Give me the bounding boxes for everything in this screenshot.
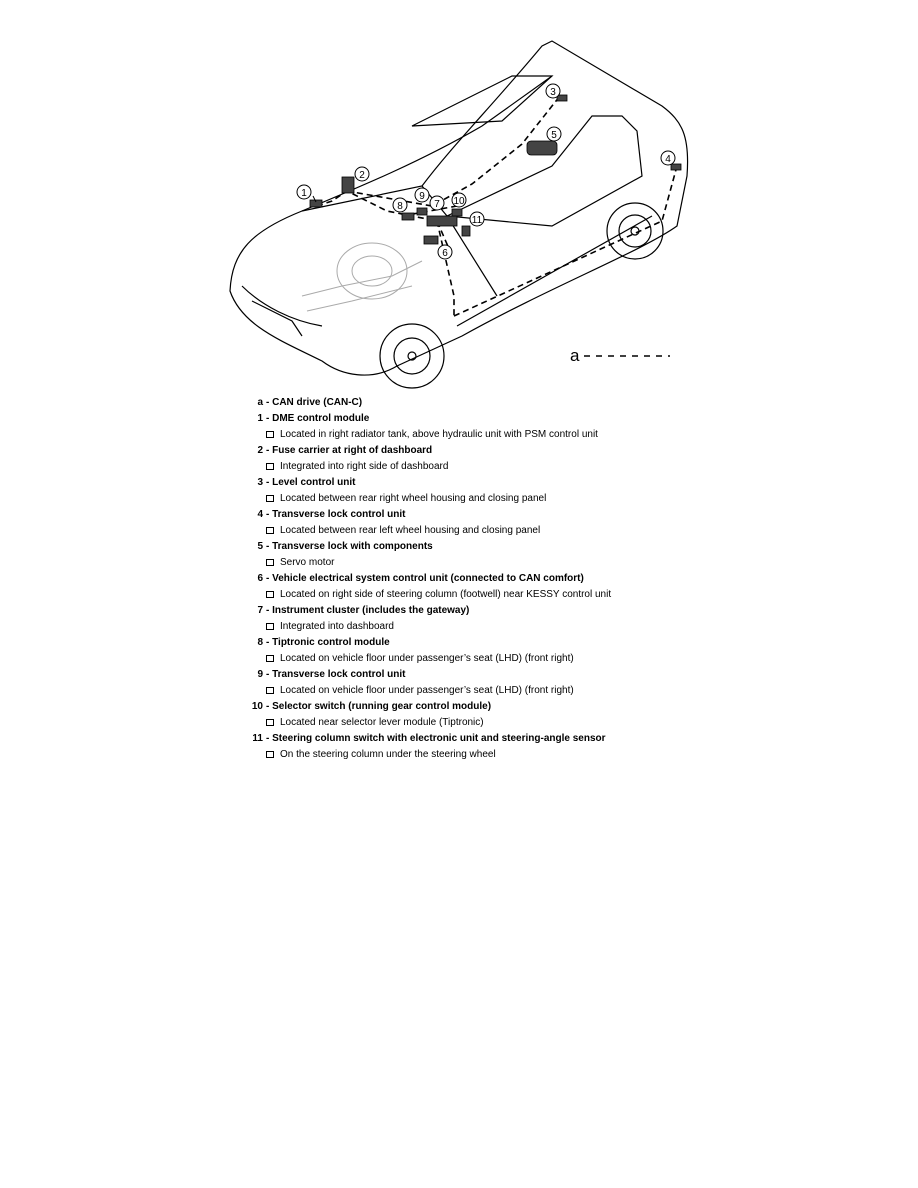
legend-key: a bbox=[257, 397, 263, 408]
legend-title: Instrument cluster (includes the gateway) bbox=[272, 605, 470, 616]
checkbox-bullet-icon bbox=[266, 655, 274, 662]
legend-entry bbox=[230, 699, 750, 731]
svg-text:10: 10 bbox=[453, 196, 465, 207]
legend-key: 5 bbox=[257, 541, 263, 552]
legend-sub-item bbox=[230, 619, 750, 635]
legend-separator: - bbox=[266, 669, 273, 680]
checkbox-bullet-icon bbox=[266, 527, 274, 534]
legend-entry bbox=[230, 571, 750, 603]
legend-entry bbox=[230, 443, 750, 475]
legend-separator: - bbox=[266, 733, 273, 744]
legend-sub-text: Located between rear left wheel housing and closing panel bbox=[280, 525, 541, 536]
legend-key: 7 bbox=[257, 605, 263, 616]
legend-sub-text: Located near selector lever module (Tiptronic) bbox=[280, 717, 484, 728]
legend-separator: - bbox=[266, 637, 273, 648]
legend-title: Transverse lock control unit bbox=[272, 509, 406, 520]
legend-key: 11 bbox=[252, 733, 263, 744]
legend-sub-text: On the steering column under the steering wheel bbox=[280, 749, 496, 760]
module-6 bbox=[424, 236, 438, 244]
legend-title: Level control unit bbox=[272, 477, 356, 488]
checkbox-bullet-icon bbox=[266, 559, 274, 566]
module-8 bbox=[402, 213, 414, 220]
legend-separator: - bbox=[266, 509, 273, 520]
svg-text:5: 5 bbox=[551, 130, 557, 141]
legend-title: Transverse lock control unit bbox=[272, 669, 406, 680]
wheels bbox=[380, 203, 663, 388]
legend-sub-text: Located on vehicle floor under passenger’s seat (LHD) (front right) bbox=[280, 685, 574, 696]
checkbox-bullet-icon bbox=[266, 431, 274, 438]
module-2 bbox=[342, 177, 354, 193]
legend-sub-item bbox=[230, 459, 750, 475]
legend-entry-title bbox=[230, 731, 750, 747]
legend-sub-item bbox=[230, 555, 750, 571]
legend-sub-text: Located between rear right wheel housing and closing panel bbox=[280, 493, 547, 504]
legend-entry-title bbox=[230, 539, 750, 555]
legend-entry-title bbox=[230, 699, 750, 715]
legend-entry-title bbox=[230, 395, 750, 411]
svg-text:2: 2 bbox=[359, 170, 365, 181]
legend-sub-text: Servo motor bbox=[280, 557, 335, 568]
checkbox-bullet-icon bbox=[266, 495, 274, 502]
module-5 bbox=[527, 141, 557, 155]
svg-text:1: 1 bbox=[301, 188, 307, 199]
legend-title: Vehicle electrical system control unit (connected to CAN comfort) bbox=[272, 573, 584, 584]
line-legend-label: a bbox=[570, 346, 580, 365]
legend-separator: - bbox=[266, 477, 273, 488]
legend-title: Transverse lock with components bbox=[272, 541, 433, 552]
module-4 bbox=[671, 164, 681, 170]
legend-entry-title bbox=[230, 667, 750, 683]
legend-sub-text: Integrated into dashboard bbox=[280, 621, 394, 632]
svg-text:6: 6 bbox=[442, 248, 448, 259]
legend-title: Selector switch (running gear control module) bbox=[272, 701, 492, 712]
legend-sub-text: Integrated into right side of dashboard bbox=[280, 461, 449, 472]
module-11 bbox=[462, 226, 470, 236]
legend-separator: - bbox=[266, 413, 273, 424]
legend-entry bbox=[230, 539, 750, 571]
legend-entry bbox=[230, 667, 750, 699]
legend-separator: - bbox=[266, 573, 273, 584]
legend-key: 1 bbox=[257, 413, 263, 424]
legend-entry bbox=[230, 603, 750, 635]
checkbox-bullet-icon bbox=[266, 591, 274, 598]
legend-sub-text: Located in right radiator tank, above hydraulic unit with PSM control unit bbox=[280, 429, 598, 440]
legend-sub-item bbox=[230, 427, 750, 443]
module-9 bbox=[417, 208, 427, 215]
legend-entry bbox=[230, 635, 750, 667]
legend-title: Tiptronic control module bbox=[272, 637, 390, 648]
checkbox-bullet-icon bbox=[266, 623, 274, 630]
legend-title: Fuse carrier at right of dashboard bbox=[272, 445, 433, 456]
vehicle-illustration bbox=[222, 36, 692, 394]
legend-key: 3 bbox=[257, 477, 263, 488]
checkbox-bullet-icon bbox=[266, 463, 274, 470]
legend-separator: - bbox=[266, 541, 273, 552]
svg-text:8: 8 bbox=[397, 201, 403, 212]
legend-sub-item bbox=[230, 715, 750, 731]
checkbox-bullet-icon bbox=[266, 719, 274, 726]
checkbox-bullet-icon bbox=[266, 687, 274, 694]
vehicle-diagram bbox=[222, 36, 692, 394]
legend-entry-title bbox=[230, 507, 750, 523]
legend-entry-title bbox=[230, 411, 750, 427]
legend-entry bbox=[230, 475, 750, 507]
legend-separator: - bbox=[266, 701, 273, 712]
checkbox-bullet-icon bbox=[266, 751, 274, 758]
legend-title: DME control module bbox=[272, 413, 370, 424]
legend-entry bbox=[230, 411, 750, 443]
legend-key: 2 bbox=[257, 445, 263, 456]
svg-text:7: 7 bbox=[434, 199, 440, 210]
legend-sub-item bbox=[230, 747, 750, 763]
engine-outline bbox=[302, 243, 422, 311]
legend-entry-title bbox=[230, 475, 750, 491]
legend-entry bbox=[230, 507, 750, 539]
legend-key: 8 bbox=[257, 637, 263, 648]
module-7 bbox=[427, 216, 457, 226]
svg-text:11: 11 bbox=[471, 215, 483, 226]
legend-key: 6 bbox=[257, 573, 263, 584]
legend-sub-item bbox=[230, 491, 750, 507]
legend-sub-text: Located on vehicle floor under passenger’s seat (LHD) (front right) bbox=[280, 653, 574, 664]
legend-entry-title bbox=[230, 571, 750, 587]
legend-key: 4 bbox=[257, 509, 263, 520]
legend-separator: - bbox=[266, 445, 273, 456]
legend-list bbox=[230, 395, 750, 763]
legend-sub-text: Located on right side of steering column (footwell) near KESSY control unit bbox=[280, 589, 612, 600]
legend-sub-item bbox=[230, 523, 750, 539]
legend-key: 9 bbox=[257, 669, 263, 680]
svg-text:3: 3 bbox=[550, 87, 556, 98]
legend-entry-title bbox=[230, 443, 750, 459]
module-10 bbox=[452, 209, 462, 216]
legend-entry-title bbox=[230, 603, 750, 619]
legend-title: Steering column switch with electronic unit and steering-angle sensor bbox=[272, 733, 606, 744]
legend-title: CAN drive (CAN-C) bbox=[272, 397, 363, 408]
svg-text:9: 9 bbox=[419, 191, 425, 202]
legend-entry bbox=[230, 395, 750, 411]
legend-entry bbox=[230, 731, 750, 763]
legend-sub-item bbox=[230, 651, 750, 667]
legend-separator: - bbox=[266, 397, 273, 408]
legend-key: 10 bbox=[251, 701, 263, 712]
legend-sub-item bbox=[230, 587, 750, 603]
svg-text:4: 4 bbox=[665, 154, 671, 165]
legend-entry-title bbox=[230, 635, 750, 651]
legend-separator: - bbox=[266, 605, 273, 616]
legend-sub-item bbox=[230, 683, 750, 699]
